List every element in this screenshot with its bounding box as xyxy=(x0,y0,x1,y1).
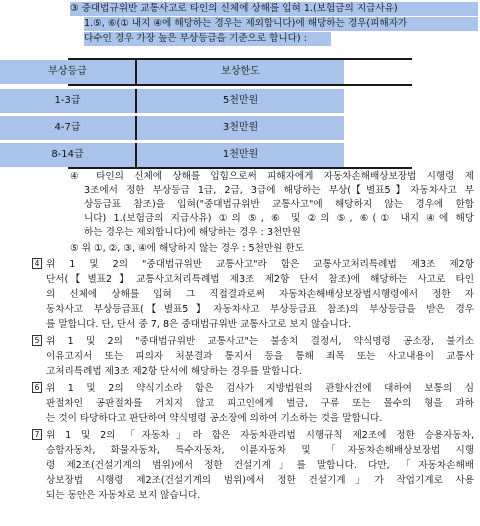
row-grade: 1-3급 xyxy=(54,95,81,106)
table-row xyxy=(0,116,344,140)
item4-line: 니다) 1.(보험금의 지급사유) ①의 ⑤, ⑥ 및 ②의 ⑤, ⑥(① 내지 ④에 해당 xyxy=(84,213,474,224)
item4-line: 하는 경우는 제외합니다)에 해당하는 경우 : 3천만원 xyxy=(84,227,301,238)
para4-line: 동차사고 부상등급표(【별표5】자동차사고 부상등급표 참조)의 부상등급을 받은 경우 xyxy=(46,304,474,315)
para6-line: 는 것이 타당하다고 판단하여 약식명령 공소장에 의하여 기소하는 것을 말합니다. xyxy=(46,413,383,424)
para4-line: 단서(【별표2】교통사고처리특례법 제3조 제2항 단서 참조)에 해당하는 사고로 타인 xyxy=(46,274,474,285)
table-row xyxy=(0,89,344,113)
para6-line: 판절차인 공판절차를 거치지 않고 피고인에게 벌금, 구류 또는 몰수의 형을 과하 xyxy=(46,398,474,409)
table-header-row xyxy=(0,60,344,84)
intro-line: 다수인 경우 가장 높은 부상등급을 기준으로 합니다) : xyxy=(84,32,331,46)
para6-line: 위 1 및 2의 약식기소라 함은 검사가 지방법원의 관할사건에 대하여 보통의 심 xyxy=(46,383,474,394)
row-grade: 4-7급 xyxy=(54,122,81,133)
para5-line: 고처리특례법 제3조 제2항 단서에 해당하는 경우를 말합니다. xyxy=(46,366,302,377)
para7-line: 위 1 및 2의 「자동차」라 함은 자동차관리법 시행규칙 제2조에 정한 승용자동차, xyxy=(46,430,474,441)
row-limit: 1천만원 xyxy=(222,149,259,160)
paragraph-number: 4 xyxy=(32,258,45,272)
para5-line: 이유고지서 또는 피의자 처분결과 통지서 등을 통해 죄목 또는 사고내용이 교통사 xyxy=(46,351,474,362)
table-bottom-rule xyxy=(68,167,412,169)
paragraph-number: 7 xyxy=(32,429,45,443)
para4-line: 를 말합니다. 단, 단서 중 7, 8은 중대법규위반 교통사고로 보지 않습니다. xyxy=(46,319,352,330)
para7-line: 승합자동차, 화물자동차, 특수자동차, 이륜자동차 및 「자동차손해배상보장법 시행 xyxy=(46,445,474,456)
row-grade: 8-14급 xyxy=(51,149,84,160)
para4-line: 의 신체에 상해를 입혀 그 직접결과로써 자동차손해배상보장법시행령에서 정한 자 xyxy=(46,289,474,300)
paragraph-number: 5 xyxy=(32,335,45,349)
intro-line: 1.⑤, ⑥(① 내지 ④에 해당하는 경우는 제외합니다)에 해당하는 경우(피해자가 xyxy=(84,17,478,31)
item4-line: ④ 타인의 신체에 상해를 입힘으로써 피해자에게 자동차손해배상보장법 시행령 제 xyxy=(70,171,474,182)
para7-line: 령 제2조(건설기계의 범위)에서 정한 건설기계」를 말합니다. 다만, 「자동차손해배 xyxy=(46,460,474,471)
para7-line: 되는 동안은 자동차로 보지 않습니다. xyxy=(46,490,201,501)
item4-line: 3조에서 정한 부상등급 1급, 2급, 3급에 해당하는 부상(【별표5】자동차사고 부 xyxy=(84,185,474,196)
header-limit: 보상한도 xyxy=(221,66,260,77)
para4-line: 위 1 및 2의 "중대법규위반 교통사고"라 함은 교통사고처리특례법 제3조 제2항 xyxy=(46,259,474,270)
item4-line: 상등급표 참조)을 입혀("중대법규위반 교통사고"에 해당하지 않는 경우에 한합 xyxy=(84,199,474,210)
table-header-rule xyxy=(68,84,412,86)
row-limit: 5천만원 xyxy=(222,95,259,106)
item5-line: ⑤ 위 ①, ②, ③, ④에 해당하지 않는 경우 : 5천만원 한도 xyxy=(70,243,305,254)
para5-line: 위 1 및 2의 "중대법규위반 교통사고"는 불송치 결정서, 약식명령 공소장, 불기소 xyxy=(46,336,474,347)
intro-line: ③ 중대법규위반 교통사고로 타인의 신체에 상해를 입혀 1.(보험금의 지급사유) xyxy=(70,2,478,16)
table-row xyxy=(0,143,344,167)
para7-line: 상보장법 시행령 제2조(건설기계의 범위)에서 정한 건설기계」가 작업기계로 사용 xyxy=(46,475,474,486)
header-grade: 부상등급 xyxy=(48,66,87,77)
row-limit: 3천만원 xyxy=(222,122,259,133)
paragraph-number: 6 xyxy=(32,382,45,396)
